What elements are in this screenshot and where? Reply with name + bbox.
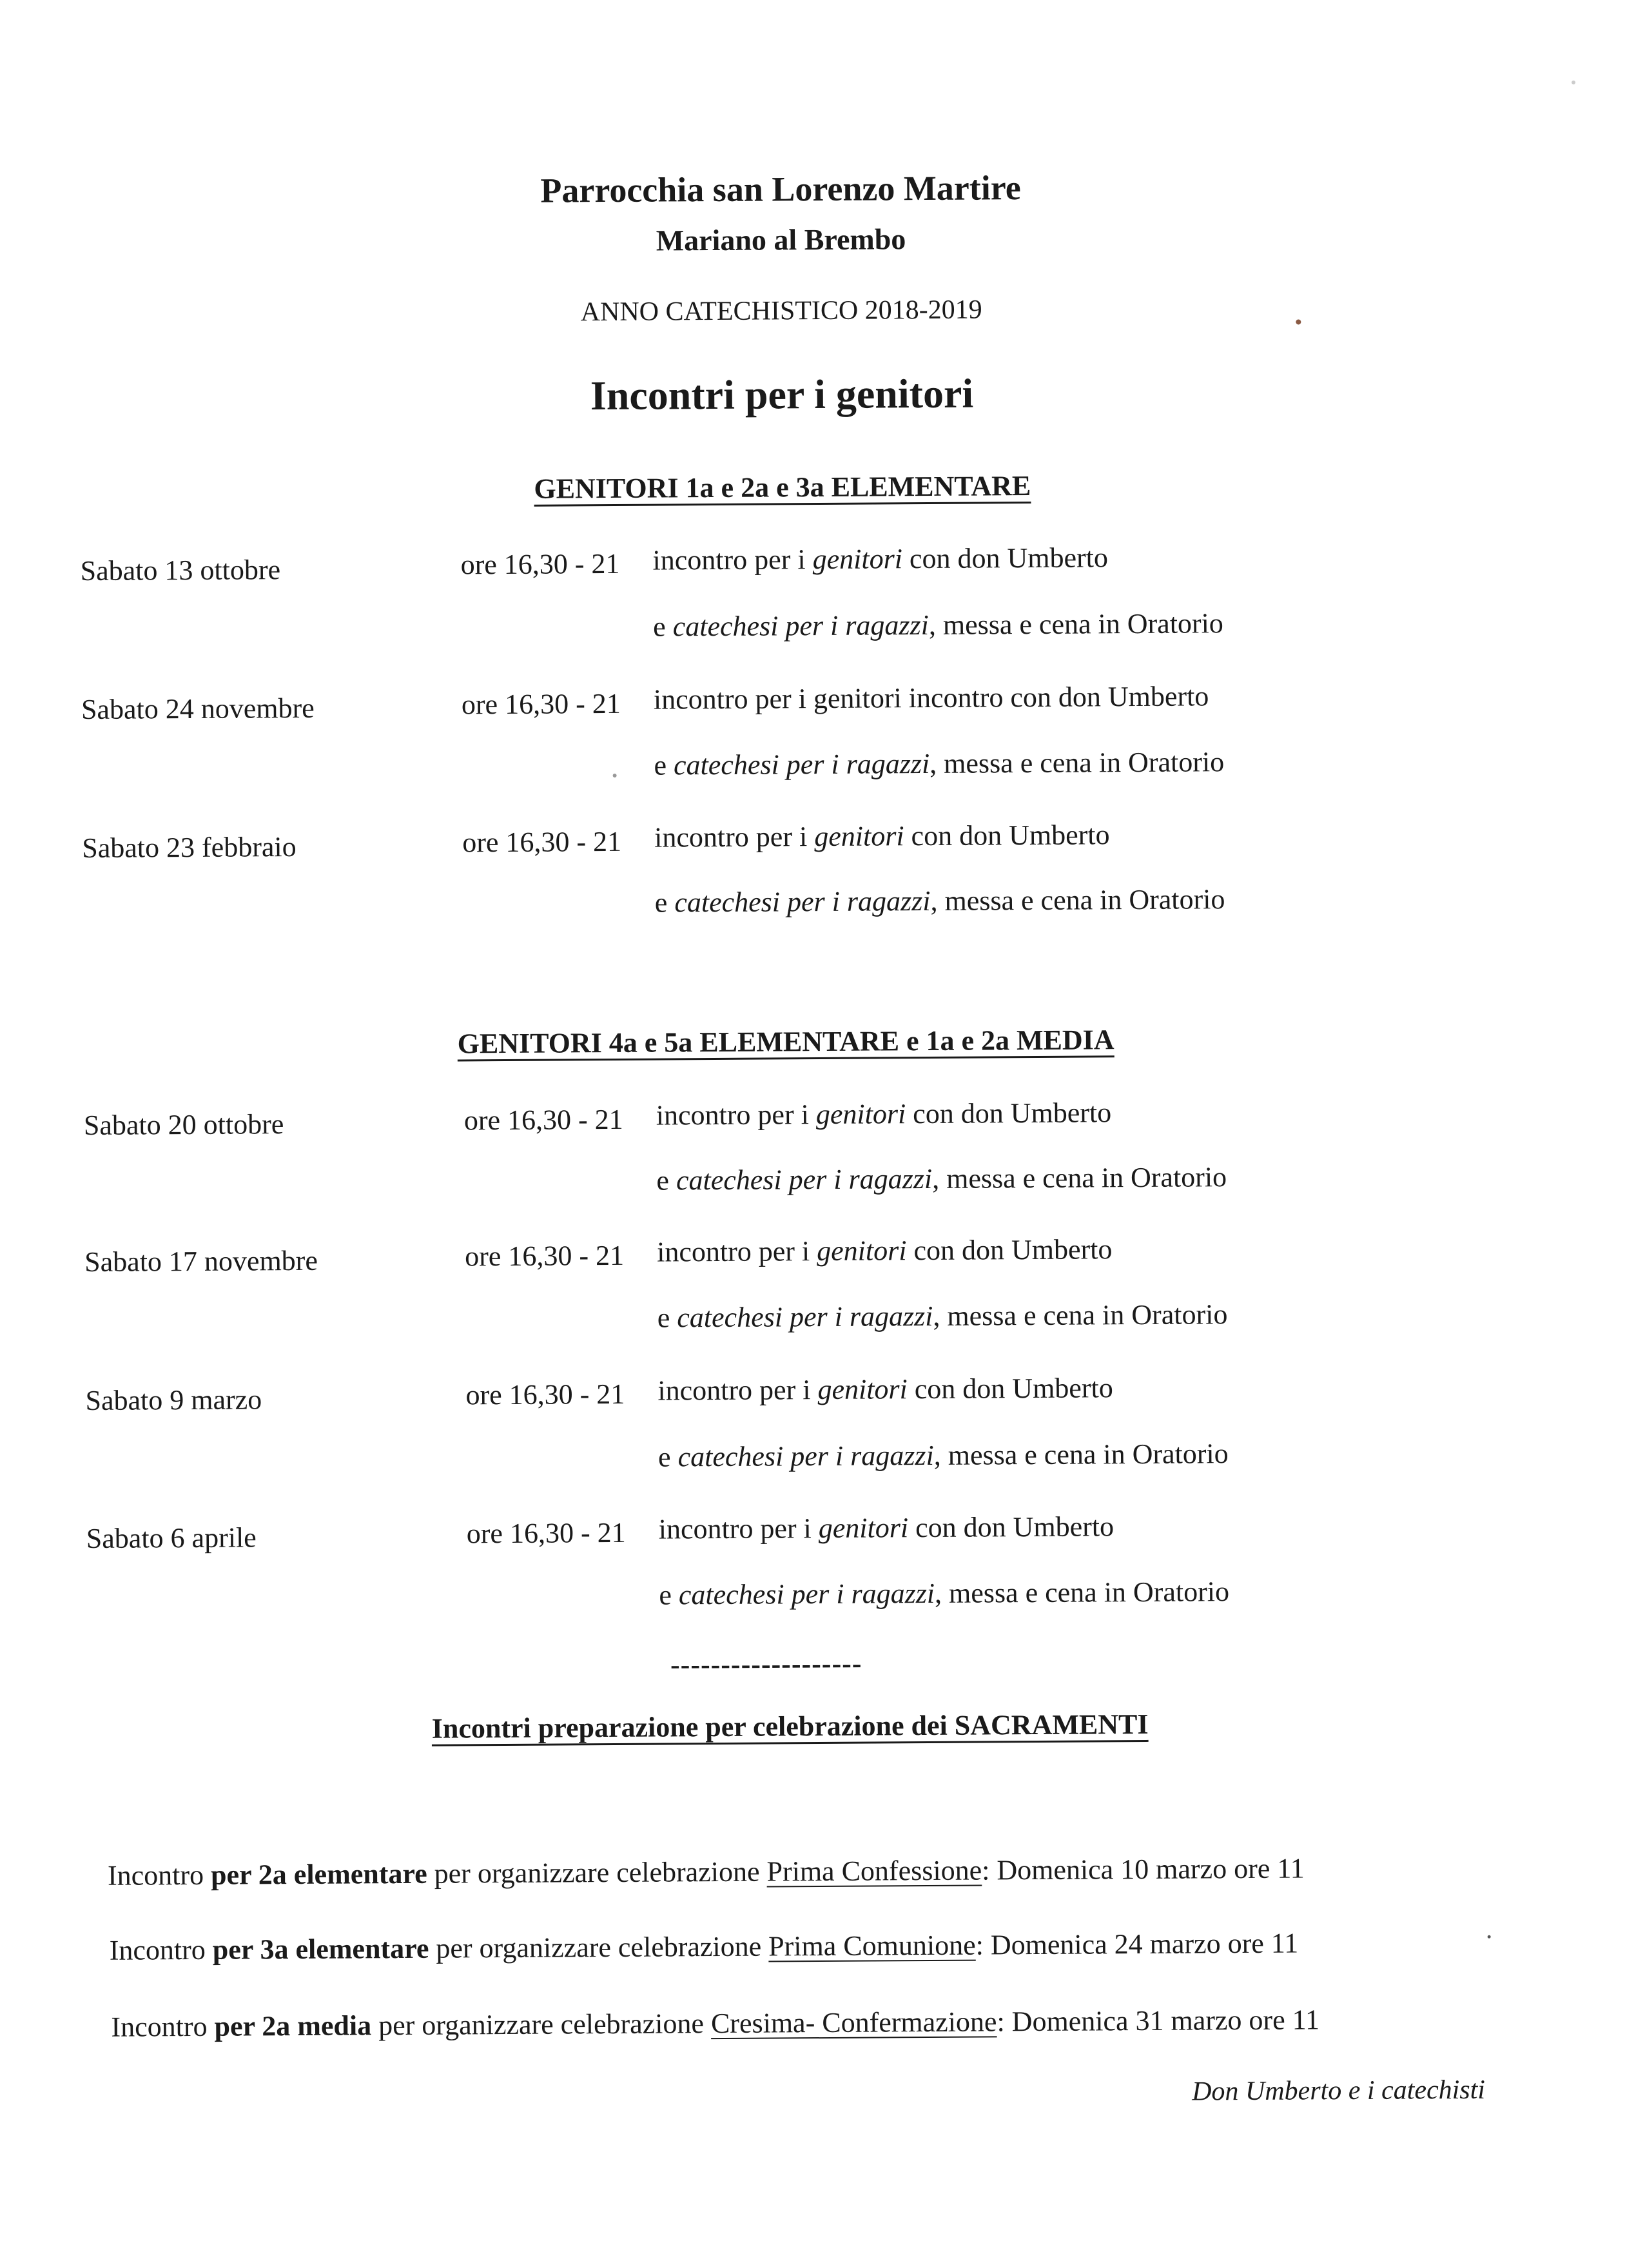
meeting-date: Sabato 17 novembre	[84, 1244, 318, 1278]
meeting-description: incontro per i genitori con don Umberto	[654, 819, 1110, 854]
meeting-description-2: e catechesi per i ragazzi, messa e cena in Oratorio	[654, 883, 1225, 919]
signature: Don Umberto e i catechisti	[1191, 2075, 1486, 2107]
meeting-time: ore 16,30 - 21	[466, 1516, 626, 1550]
meeting-date: Sabato 23 febbraio	[82, 830, 297, 865]
meeting-description-2: e catechesi per i ragazzi, messa e cena in Oratorio	[654, 746, 1225, 781]
meeting-description: incontro per i genitori con don Umberto	[657, 1372, 1113, 1407]
meeting-date: Sabato 24 novembre	[81, 692, 315, 726]
meeting-description-2: e catechesi per i ragazzi, messa e cena in Oratorio	[657, 1438, 1229, 1473]
list-item: Incontro per 2a media per organizzare celebrazione Cresima- Confermazione: Domenica 31 marzo ore 11	[111, 2004, 1320, 2043]
meeting-date: Sabato 9 marzo	[85, 1383, 262, 1416]
meeting-description-2: e catechesi per i ragazzi, messa e cena in Oratorio	[659, 1576, 1230, 1611]
page-title: Incontri per i genitori	[590, 370, 974, 419]
section2-heading: GENITORI 4a e 5a ELEMENTARE e 1a e 2a MEDIA	[457, 1024, 1115, 1060]
meeting-description: incontro per i genitori con don Umberto	[652, 542, 1109, 576]
scan-speck	[613, 774, 617, 777]
meeting-description: incontro per i genitori con don Umberto	[658, 1510, 1115, 1545]
parish-name: Parrocchia san Lorenzo Martire	[540, 168, 1021, 210]
sacramenti-heading: Incontri preparazione per celebrazione dei SACRAMENTI	[431, 1708, 1149, 1745]
meeting-description-2: e catechesi per i ragazzi, messa e cena in Oratorio	[656, 1161, 1227, 1197]
meeting-description-2: e catechesi per i ragazzi, messa e cena in Oratorio	[657, 1298, 1228, 1334]
meeting-time: ore 16,30 - 21	[465, 1378, 625, 1411]
meeting-description: incontro per i genitori incontro con don Umberto	[653, 680, 1209, 716]
meeting-date: Sabato 20 ottobre	[83, 1108, 284, 1142]
meeting-date: Sabato 13 ottobre	[80, 554, 281, 587]
meeting-time: ore 16,30 - 21	[463, 1103, 623, 1137]
meeting-description: incontro per i genitori con don Umberto	[656, 1233, 1113, 1268]
meeting-time: ore 16,30 - 21	[462, 825, 622, 859]
meeting-date: Sabato 6 aprile	[86, 1521, 257, 1554]
separator-line: -------------------	[670, 1647, 862, 1681]
list-item: Incontro per 3a elementare per organizzare celebrazione Prima Comunione: Domenica 24 marzo ore 11	[109, 1927, 1299, 1966]
meeting-description: incontro per i genitori con don Umberto	[656, 1097, 1112, 1131]
scan-speck	[1572, 81, 1575, 84]
meeting-time: ore 16,30 - 21	[461, 687, 621, 721]
scan-speck	[1296, 319, 1301, 324]
meeting-description-2: e catechesi per i ragazzi, messa e cena in Oratorio	[653, 607, 1223, 643]
meeting-time: ore 16,30 - 21	[465, 1239, 625, 1273]
scan-speck	[1488, 1935, 1491, 1939]
catechetical-year: ANNO CATECHISTICO 2018-2019	[580, 295, 982, 327]
meeting-time: ore 16,30 - 21	[460, 547, 620, 581]
section1-heading: GENITORI 1a e 2a e 3a ELEMENTARE	[534, 470, 1031, 505]
town-name: Mariano al Brembo	[656, 222, 906, 257]
list-item: Incontro per 2a elementare per organizzare celebrazione Prima Confessione: Domenica 10 marzo ore 11	[107, 1852, 1305, 1892]
